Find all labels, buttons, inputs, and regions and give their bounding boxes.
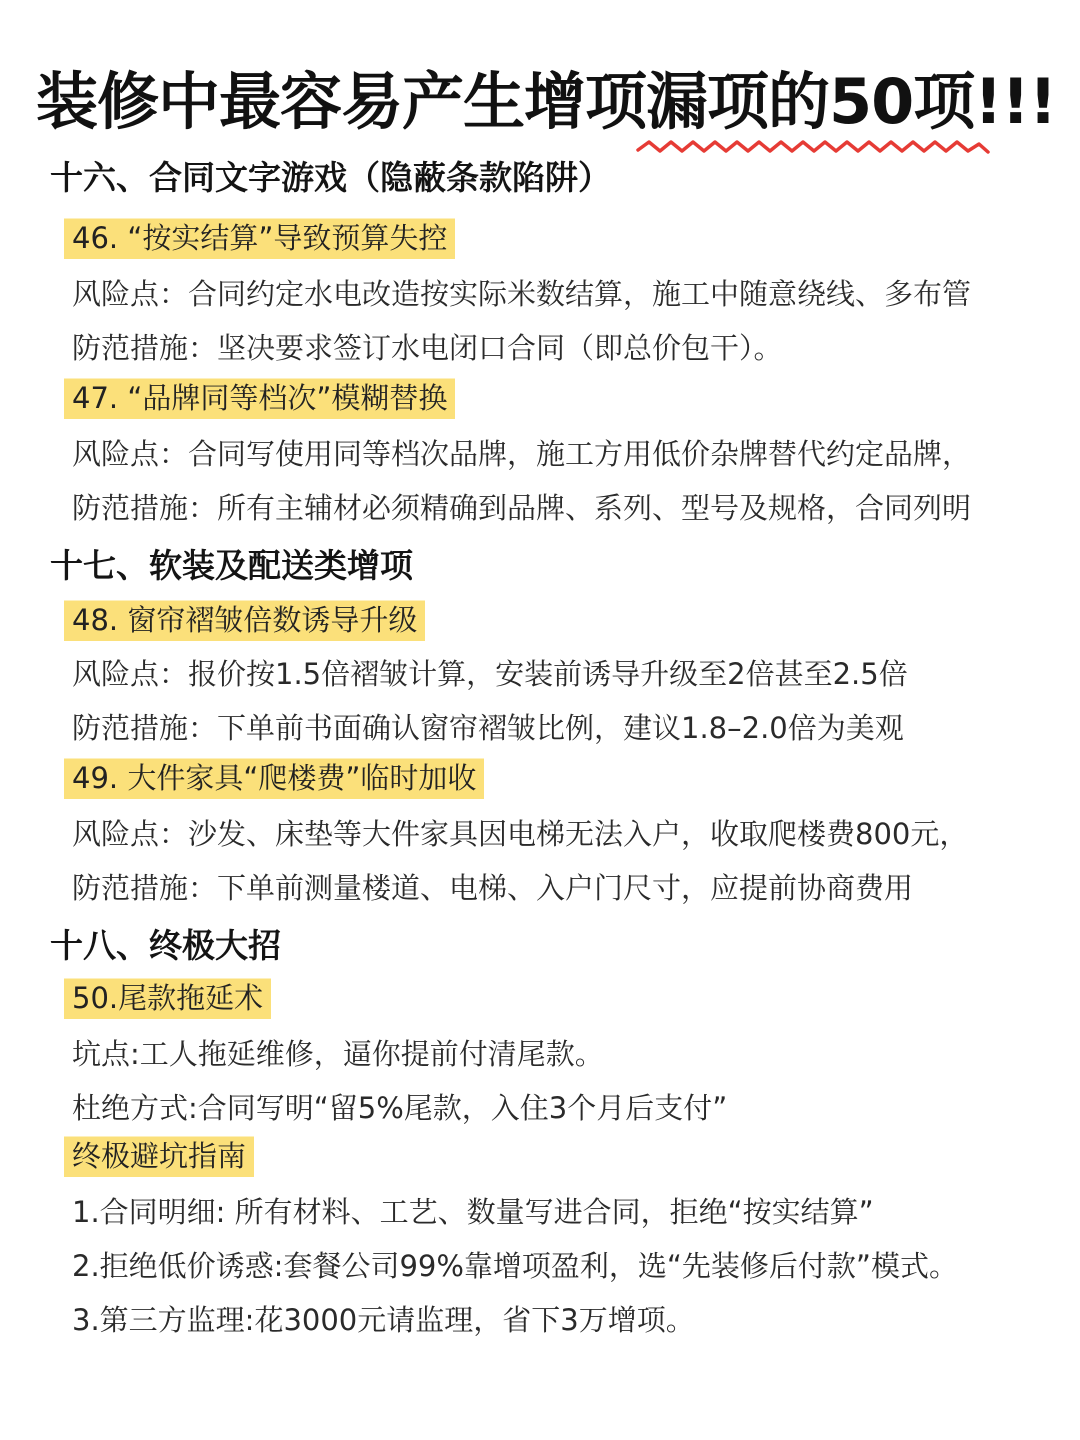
guide-tip-2: 2.拒绝低价诱惑:套餐公司99%靠增项盈利，选“先装修后付款”模式。 <box>72 1249 958 1283</box>
item-50-solution-text: 杜绝方式:合同写明“留5%尾款，入住3个月后支付” <box>72 1091 728 1125</box>
item-46-risk-text: 风险点：合同约定水电改造按实际米数结算，施工中随意绕线、多布管 <box>72 277 972 311</box>
item-49-risk-text: 风险点：沙发、床垫等大件家具因电梯无法入户，收取爬楼费800元， <box>72 817 969 851</box>
item-heading-50: 50.尾款拖延术 <box>64 974 271 1021</box>
section-heading-17: 十七、软装及配送类增项 <box>50 546 413 585</box>
section-heading-18: 十八、终极大招 <box>50 926 281 965</box>
item-46-prevention-text: 防范措施：坚决要求签订水电闭口合同（即总价包干）。 <box>72 331 783 365</box>
page-title: 装修中最容易产生增项漏项的50项!!! <box>36 65 1057 138</box>
item-heading-47: 47. “品牌同等档次”模糊替换 <box>64 374 455 421</box>
item-48-risk-text: 风险点：报价按1.5倍褶皱计算，安装前诱导升级至2倍甚至2.5倍 <box>72 657 908 691</box>
guide-heading: 终极避坑指南 <box>64 1132 254 1179</box>
item-47-prevention-text: 防范措施：所有主辅材必须精确到品牌、系列、型号及规格，合同列明 <box>72 491 972 525</box>
wavy-underline <box>636 138 990 160</box>
item-49-prevention-text: 防范措施：下单前测量楼道、电梯、入户门尺寸，应提前协商费用 <box>72 871 914 905</box>
item-47-risk-text: 风险点：合同写使用同等档次品牌，施工方用低价杂牌替代约定品牌， <box>72 437 972 471</box>
item-heading-49: 49. 大件家具“爬楼费”临时加收 <box>64 754 484 801</box>
section-heading-16: 十六、合同文字游戏（隐蔽条款陷阱） <box>50 158 611 197</box>
item-heading-48: 48. 窗帘褶皱倍数诱导升级 <box>64 596 425 643</box>
item-heading-46: 46. “按实结算”导致预算失控 <box>64 214 455 261</box>
guide-tip-3: 3.第三方监理:花3000元请监理，省下3万增项。 <box>72 1303 695 1337</box>
item-48-prevention-text: 防范措施：下单前书面确认窗帘褶皱比例，建议1.8–2.0倍为美观 <box>72 711 904 745</box>
item-50-pitfall-text: 坑点:工人拖延维修，逼你提前付清尾款。 <box>72 1037 604 1071</box>
guide-tip-1: 1.合同明细: 所有材料、工艺、数量写进合同，拒绝“按实结算” <box>72 1195 874 1229</box>
